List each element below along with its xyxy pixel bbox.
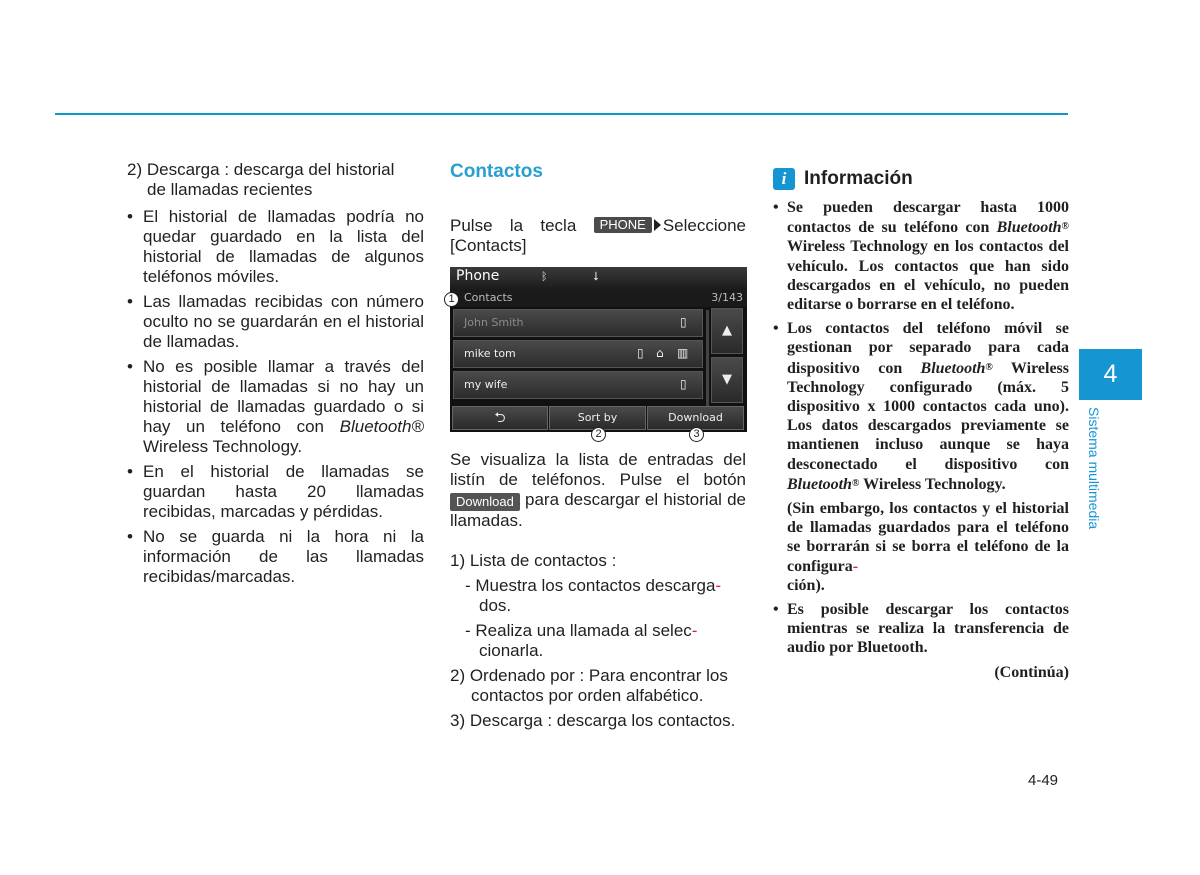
hyphen-mark: - [715, 576, 722, 595]
callout-marker: 1 [444, 292, 459, 307]
contact-row[interactable] [453, 309, 703, 337]
notes-list [127, 207, 424, 587]
note-item [127, 357, 424, 457]
legend-item: 3) Descarga : descarga los contactos. [450, 711, 736, 730]
screen-subtitle: Contacts [464, 291, 513, 304]
contact-row[interactable] [453, 371, 703, 399]
info-header [773, 165, 1069, 193]
info-text: Es posible descargar los contactos mientras se realiza la transferencia de audio por Bluetooth. [787, 601, 1069, 657]
info-list [773, 198, 1069, 494]
note-text-end: Wireless Technology. [143, 437, 303, 456]
subitem-text-end: dos. [479, 596, 512, 615]
home-icon: ⌂ [656, 346, 664, 360]
mobile-phone-icon: ▯ [680, 377, 687, 391]
screen-header [450, 267, 747, 289]
subitem-text: - Muestra los contactos descarga [465, 576, 716, 595]
hyphen-mark: - [852, 557, 859, 575]
screen-title: Phone [456, 268, 500, 284]
note-text: Las llamadas recibidas con número oculto no se guardarán en el historial de llamadas. [143, 292, 424, 351]
description-text-end: para descargar el historial de llamadas. [450, 490, 746, 530]
section-title: Contactos [450, 161, 543, 182]
info-text: Se pueden descargar hasta 1000 contactos de su teléfono con [787, 199, 1069, 237]
scroll-up-button[interactable]: ▲ [711, 308, 743, 354]
note-item [127, 292, 424, 352]
sort-by-button[interactable]: Sort by [549, 406, 646, 430]
info-item [773, 319, 1069, 494]
info-text-mid: Wireless Technology configurado (máx. 5 dispositivo x 1000 contactos cada uno). Los datos descargados previamente se mantienen incluso aunque se haya desconectado el dispositivo con [787, 359, 1069, 473]
note-item [127, 207, 424, 287]
page-number: 4-49 [1028, 772, 1059, 789]
download-button[interactable]: Download [647, 406, 744, 430]
continues-label: (Continúa) [994, 663, 1069, 681]
intro-line-1: 2) Descarga : descarga del historial [127, 160, 395, 179]
mobile-phone-icon: ▯ [637, 346, 644, 360]
chapter-label [1086, 407, 1124, 567]
intro-line-2: de llamadas recientes [147, 180, 313, 199]
info-text-end: Wireless Technology en los contactos del vehículo. Los contactos que han sido descargados en el vehículo, no pueden editarse o borrarse en el teléfono. [787, 238, 1069, 314]
info-paragraph [773, 499, 1069, 595]
contact-name: mike tom [464, 347, 516, 360]
contact-name: my wife [464, 378, 508, 391]
chapter-tab: 4 [1079, 349, 1142, 400]
note-text: El historial de llamadas podría no quedar guardado en la lista del historial de llamadas de algunos teléfonos móviles. [143, 207, 424, 286]
note-text: En el historial de llamadas se guardan hasta 20 llamadas recibidas, marcadas y pérdidas. [143, 462, 424, 521]
info-text-end: ción). [787, 576, 825, 594]
note-text: No es posible llamar a través del historial de llamadas si no hay un historial de llamadas guardado o si hay un teléfono con [143, 357, 424, 436]
chapter-label-text: Sistema multimedia [1086, 407, 1102, 530]
info-list-2 [773, 600, 1069, 658]
column-1 [127, 160, 424, 592]
bluetooth-brand: Bluetooth [920, 359, 986, 377]
note-item [127, 527, 424, 587]
registered-mark: ® [851, 477, 860, 489]
info-text: (Sin embargo, los contactos y el historial de llamadas guardados para el teléfono se borrarán si se borra el teléfono de la configura [787, 500, 1069, 575]
step-text: Pulse la tecla [450, 216, 577, 235]
legend-item: 1) Lista de contactos : [450, 551, 617, 570]
download-key: Download [450, 493, 520, 511]
subitem-text-end: cionarla. [479, 641, 544, 660]
legend-subitem [450, 621, 746, 661]
contact-count: 3/143 [711, 291, 743, 304]
subitem-text: - Realiza una llamada al selec [465, 621, 692, 640]
bluetooth-brand: Bluetooth® [339, 417, 424, 436]
scroll-down-button[interactable]: ▼ [711, 357, 743, 403]
screen-subheader [450, 289, 747, 307]
back-arrow-icon: ⮌ [494, 410, 506, 426]
legend-item: 2) Ordenado por : Para encontrar los contactos por orden alfabético. [450, 666, 728, 705]
arrow-right-icon [654, 219, 661, 231]
info-box [773, 165, 1069, 682]
phone-contacts-screen [450, 267, 747, 432]
bluetooth-icon: ᛒ [541, 270, 548, 283]
info-item [773, 600, 1069, 658]
scrollbar[interactable] [706, 310, 709, 410]
info-item [773, 198, 1069, 314]
step-instruction [450, 216, 746, 256]
mobile-phone-icon: ▯ [680, 315, 687, 329]
office-icon: ▥ [677, 346, 689, 360]
note-item [127, 462, 424, 522]
contact-name: John Smith [464, 316, 524, 329]
phone-key: PHONE [594, 217, 652, 233]
registered-mark: ® [1061, 221, 1070, 233]
column-2 [450, 160, 746, 736]
callout-marker: 3 [689, 427, 704, 442]
bluetooth-brand: Bluetooth [787, 475, 852, 493]
info-text: Los contactos del teléfono móvil se gestionan por separado para cada dispositivo con [787, 320, 1069, 377]
description [450, 450, 746, 531]
usb-icon: ⭣ [593, 269, 599, 283]
description-text: Se visualiza la lista de entradas del listín de teléfonos. Pulse el botón [450, 450, 746, 489]
legend-subitem [450, 576, 746, 616]
bluetooth-brand: Bluetooth [996, 219, 1062, 237]
callout-marker: 2 [591, 427, 606, 442]
contact-row[interactable] [453, 340, 703, 368]
registered-mark: ® [985, 361, 993, 373]
top-rule [55, 113, 1068, 115]
intro-item [127, 160, 424, 200]
info-icon: i [773, 168, 795, 190]
hyphen-mark: - [691, 621, 698, 640]
info-text-end: Wireless Technology. [863, 475, 1006, 493]
note-text: No se guarda ni la hora ni la información de las llamadas recibidas/marcadas. [143, 527, 424, 586]
back-button[interactable] [452, 406, 548, 430]
info-title: Información [804, 168, 913, 190]
step-text-end: Seleccione [Contacts] [450, 216, 746, 255]
legend-list [450, 551, 746, 731]
